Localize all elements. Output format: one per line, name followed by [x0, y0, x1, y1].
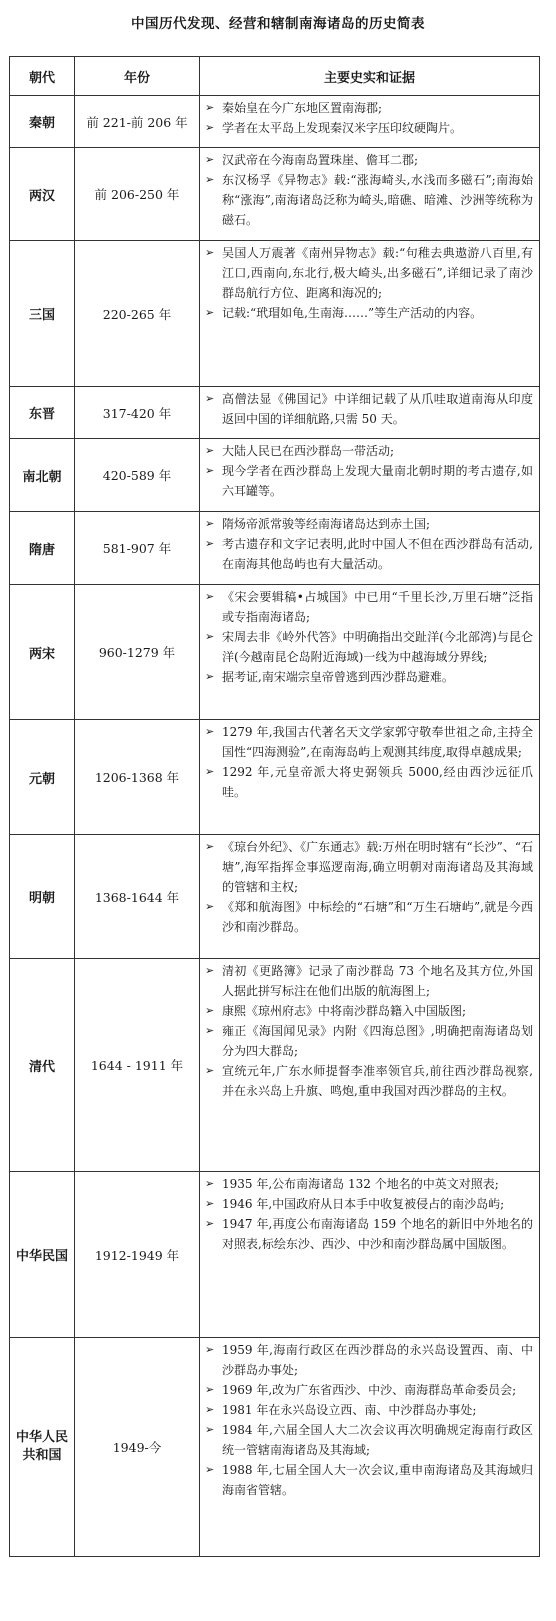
arrow-bullet-icon: ➢ — [205, 1177, 215, 1190]
fact-text: 1946 年,中国政府从日本手中收复被侵占的南沙岛屿; — [222, 1197, 505, 1211]
arrow-bullet-icon: ➢ — [205, 725, 215, 738]
fact-text: 学者在太平岛上发现秦汉米字压印纹硬陶片。 — [222, 121, 463, 135]
years-cell: 960-1279 年 — [75, 585, 200, 720]
facts-list — [204, 961, 533, 1101]
arrow-bullet-icon: ➢ — [205, 121, 215, 134]
facts-cell — [200, 1172, 540, 1338]
fact-text: 1935 年,公布南海诸岛 132 个地名的中英文对照表; — [222, 1177, 499, 1191]
list-item — [204, 1214, 533, 1254]
arrow-bullet-icon: ➢ — [205, 590, 215, 603]
arrow-bullet-icon: ➢ — [205, 1197, 215, 1210]
list-item — [204, 1460, 533, 1500]
facts-list — [204, 722, 533, 802]
arrow-bullet-icon: ➢ — [205, 306, 215, 319]
table-row — [10, 959, 540, 1172]
fact-text: 记载:“玳瑁如龟,生南海……”等生产活动的内容。 — [222, 306, 483, 320]
list-item — [204, 1194, 533, 1214]
facts-list — [204, 441, 533, 501]
arrow-bullet-icon: ➢ — [205, 392, 215, 405]
facts-cell — [200, 1338, 540, 1557]
fact-text: 东汉杨孚《异物志》载:“涨海崎头,水浅而多磁石”;南海始称“涨海”,南海诸岛泛称为崎头,暗礁、暗滩、沙洲等统称为磁石。 — [222, 173, 533, 227]
list-item — [204, 1400, 533, 1420]
table-header-row — [10, 57, 540, 96]
dynasty-cell: 两宋 — [10, 585, 75, 720]
table-row — [10, 241, 540, 387]
list-item — [204, 1340, 533, 1380]
facts-list — [204, 587, 533, 687]
arrow-bullet-icon: ➢ — [205, 1463, 215, 1476]
list-item — [204, 170, 533, 230]
list-item — [204, 461, 533, 501]
facts-list — [204, 1340, 533, 1500]
dynasty-cell: 中华人民共和国 — [10, 1338, 75, 1557]
dynasty-cell: 两汉 — [10, 148, 75, 241]
facts-cell — [200, 96, 540, 148]
years-cell: 1949-今 — [75, 1338, 200, 1557]
arrow-bullet-icon: ➢ — [205, 444, 215, 457]
years-cell: 220-265 年 — [75, 241, 200, 387]
header-dynasty: 朝代 — [10, 57, 75, 96]
arrow-bullet-icon: ➢ — [205, 1064, 215, 1077]
arrow-bullet-icon: ➢ — [205, 1403, 215, 1416]
dynasty-cell: 明朝 — [10, 835, 75, 959]
list-item — [204, 514, 533, 534]
fact-text: 清初《更路簿》记录了南沙群岛 73 个地名及其方位,外国人据此拼写标注在他们出版的航海图上; — [222, 964, 533, 998]
list-item — [204, 1001, 533, 1021]
fact-text: 高僧法显《佛国记》中详细记载了从爪哇取道南海从印度返回中国的详细航路,只需 50 天。 — [222, 392, 533, 426]
arrow-bullet-icon: ➢ — [205, 464, 215, 477]
fact-text: 宣统元年,广东水师提督李准率领官兵,前往西沙群岛视察,并在永兴岛上升旗、鸣炮,重申我国对西沙群岛的主权。 — [222, 1064, 533, 1098]
arrow-bullet-icon: ➢ — [205, 517, 215, 530]
facts-cell — [200, 439, 540, 512]
page-title: 中国历代发现、经营和辖制南海诸岛的历史简表 — [131, 16, 425, 32]
fact-text: 1947 年,再度公布南海诸岛 159 个地名的新旧中外地名的对照表,标绘东沙、西沙、中沙和南沙群岛属中国版图。 — [222, 1217, 533, 1251]
table-row — [10, 720, 540, 835]
fact-text: 雍正《海国闻见录》内附《四海总图》,明确把南海诸岛划分为四大群岛; — [222, 1024, 533, 1058]
list-item — [204, 587, 533, 627]
fact-text: 吴国人万震著《南州异物志》载:“句稚去典遨游八百里,有江口,西南向,东北行,极大崎头,出多磁石”,详细记录了南沙群岛航行方位、距离和海况的; — [222, 246, 533, 300]
list-item — [204, 1174, 533, 1194]
arrow-bullet-icon: ➢ — [205, 840, 215, 853]
table-row — [10, 585, 540, 720]
arrow-bullet-icon: ➢ — [205, 1383, 215, 1396]
fact-text: 1279 年,我国古代著名天文学家郭守敬奉世祖之命,主持全国性“四海测验”,在南海岛屿上观测其纬度,取得卓越成果; — [222, 725, 533, 759]
fact-text: 《琼台外纪》、《广东通志》载:万州在明时辖有“长沙”、“石塘”,海军指挥佥事巡逻南海,确立明朝对南海诸岛及其海域的管辖和主权; — [222, 840, 533, 894]
list-item — [204, 1380, 533, 1400]
arrow-bullet-icon: ➢ — [205, 1217, 215, 1230]
arrow-bullet-icon: ➢ — [205, 246, 215, 259]
header-facts: 主要史实和证据 — [200, 57, 540, 96]
dynasty-cell: 南北朝 — [10, 439, 75, 512]
table-row — [10, 96, 540, 148]
years-cell: 420-589 年 — [75, 439, 200, 512]
table-row — [10, 512, 540, 585]
facts-cell — [200, 148, 540, 241]
facts-list — [204, 98, 533, 138]
arrow-bullet-icon: ➢ — [205, 765, 215, 778]
arrow-bullet-icon: ➢ — [205, 630, 215, 643]
table-row — [10, 387, 540, 439]
arrow-bullet-icon: ➢ — [205, 964, 215, 977]
dynasty-cell: 秦朝 — [10, 96, 75, 148]
facts-cell — [200, 720, 540, 835]
table-row — [10, 1172, 540, 1338]
list-item — [204, 667, 533, 687]
fact-text: 大陆人民已在西沙群岛一带活动; — [222, 444, 395, 458]
arrow-bullet-icon: ➢ — [205, 1423, 215, 1436]
fact-text: 秦始皇在今广东地区置南海郡; — [222, 101, 383, 115]
years-cell: 581-907 年 — [75, 512, 200, 585]
years-cell: 1368-1644 年 — [75, 835, 200, 959]
fact-text: 《郑和航海图》中标绘的“石塘”和“万生石塘屿”,就是今西沙和南沙群岛。 — [222, 900, 533, 934]
table-row — [10, 835, 540, 959]
facts-cell — [200, 585, 540, 720]
fact-text: 现今学者在西沙群岛上发现大量南北朝时期的考古遗存,如六耳罐等。 — [222, 464, 533, 498]
list-item — [204, 303, 533, 323]
facts-cell — [200, 241, 540, 387]
arrow-bullet-icon: ➢ — [205, 670, 215, 683]
facts-list — [204, 837, 533, 937]
fact-text: 汉武帝在今海南岛置珠崖、儋耳二郡; — [222, 153, 419, 167]
list-item — [204, 118, 533, 138]
history-table — [9, 56, 540, 1557]
facts-cell — [200, 959, 540, 1172]
arrow-bullet-icon: ➢ — [205, 537, 215, 550]
fact-text: 《宋会要辑稿•占城国》中已用“千里长沙,万里石塘”泛指或专指南海诸岛; — [222, 590, 533, 624]
facts-list — [204, 243, 533, 323]
arrow-bullet-icon: ➢ — [205, 1004, 215, 1017]
fact-text: 1988 年,七届全国人大一次会议,重申南海诸岛及其海域归海南省管辖。 — [222, 1463, 533, 1497]
fact-text: 隋炀帝派常骏等经南海诸岛达到赤土国; — [222, 517, 431, 531]
arrow-bullet-icon: ➢ — [205, 1024, 215, 1037]
list-item — [204, 1420, 533, 1460]
facts-cell — [200, 387, 540, 439]
fact-text: 1959 年,海南行政区在西沙群岛的永兴岛设置西、南、中沙群岛办事处; — [222, 1343, 533, 1377]
fact-text: 康熙《琼州府志》中将南沙群岛籍入中国版图; — [222, 1004, 467, 1018]
arrow-bullet-icon: ➢ — [205, 900, 215, 913]
table-row — [10, 1338, 540, 1557]
list-item — [204, 1021, 533, 1061]
table-row — [10, 148, 540, 241]
fact-text: 1981 年在永兴岛设立西、南、中沙群岛办事处; — [222, 1403, 477, 1417]
facts-list — [204, 1174, 533, 1254]
list-item — [204, 150, 533, 170]
years-cell: 317-420 年 — [75, 387, 200, 439]
facts-list — [204, 514, 533, 574]
fact-text: 宋周去非《岭外代答》中明确指出交趾洋(今北部湾)与昆仑洋(今越南昆仑岛附近海域)一线为中越海域分界线; — [222, 630, 533, 664]
list-item — [204, 243, 533, 303]
list-item — [204, 441, 533, 461]
fact-text: 考古遗存和文字记表明,此时中国人不但在西沙群岛有活动,在南海其他岛屿也有大量活动。 — [222, 537, 533, 571]
dynasty-cell: 东晋 — [10, 387, 75, 439]
list-item — [204, 1061, 533, 1101]
list-item — [204, 722, 533, 762]
list-item — [204, 627, 533, 667]
dynasty-cell: 清代 — [10, 959, 75, 1172]
list-item — [204, 98, 533, 118]
dynasty-cell: 隋唐 — [10, 512, 75, 585]
years-cell: 1912-1949 年 — [75, 1172, 200, 1338]
fact-text: 1292 年,元皇帝派大将史弼领兵 5000,经由西沙远征爪哇。 — [222, 765, 533, 799]
facts-list — [204, 389, 533, 429]
list-item — [204, 897, 533, 937]
years-cell: 1644 - 1911 年 — [75, 959, 200, 1172]
list-item — [204, 762, 533, 802]
facts-cell — [200, 835, 540, 959]
arrow-bullet-icon: ➢ — [205, 173, 215, 186]
arrow-bullet-icon: ➢ — [205, 153, 215, 166]
header-years: 年份 — [75, 57, 200, 96]
arrow-bullet-icon: ➢ — [205, 1343, 215, 1356]
years-cell: 1206-1368 年 — [75, 720, 200, 835]
arrow-bullet-icon: ➢ — [205, 101, 215, 114]
list-item — [204, 837, 533, 897]
fact-text: 1969 年,改为广东省西沙、中沙、南海群岛革命委员会; — [222, 1383, 517, 1397]
fact-text: 1984 年,六届全国人大二次会议再次明确规定海南行政区统一管辖南海诸岛及其海域; — [222, 1423, 533, 1457]
fact-text: 据考证,南宋端宗皇帝曾逃到西沙群岛避难。 — [222, 670, 454, 684]
years-cell: 前 206-250 年 — [75, 148, 200, 241]
facts-list — [204, 150, 533, 230]
list-item — [204, 389, 533, 429]
table-body — [10, 96, 540, 1557]
list-item — [204, 961, 533, 1001]
facts-cell — [200, 512, 540, 585]
years-cell: 前 221-前 206 年 — [75, 96, 200, 148]
dynasty-cell: 中华民国 — [10, 1172, 75, 1338]
dynasty-cell: 三国 — [10, 241, 75, 387]
list-item — [204, 534, 533, 574]
dynasty-cell: 元朝 — [10, 720, 75, 835]
table-row — [10, 439, 540, 512]
